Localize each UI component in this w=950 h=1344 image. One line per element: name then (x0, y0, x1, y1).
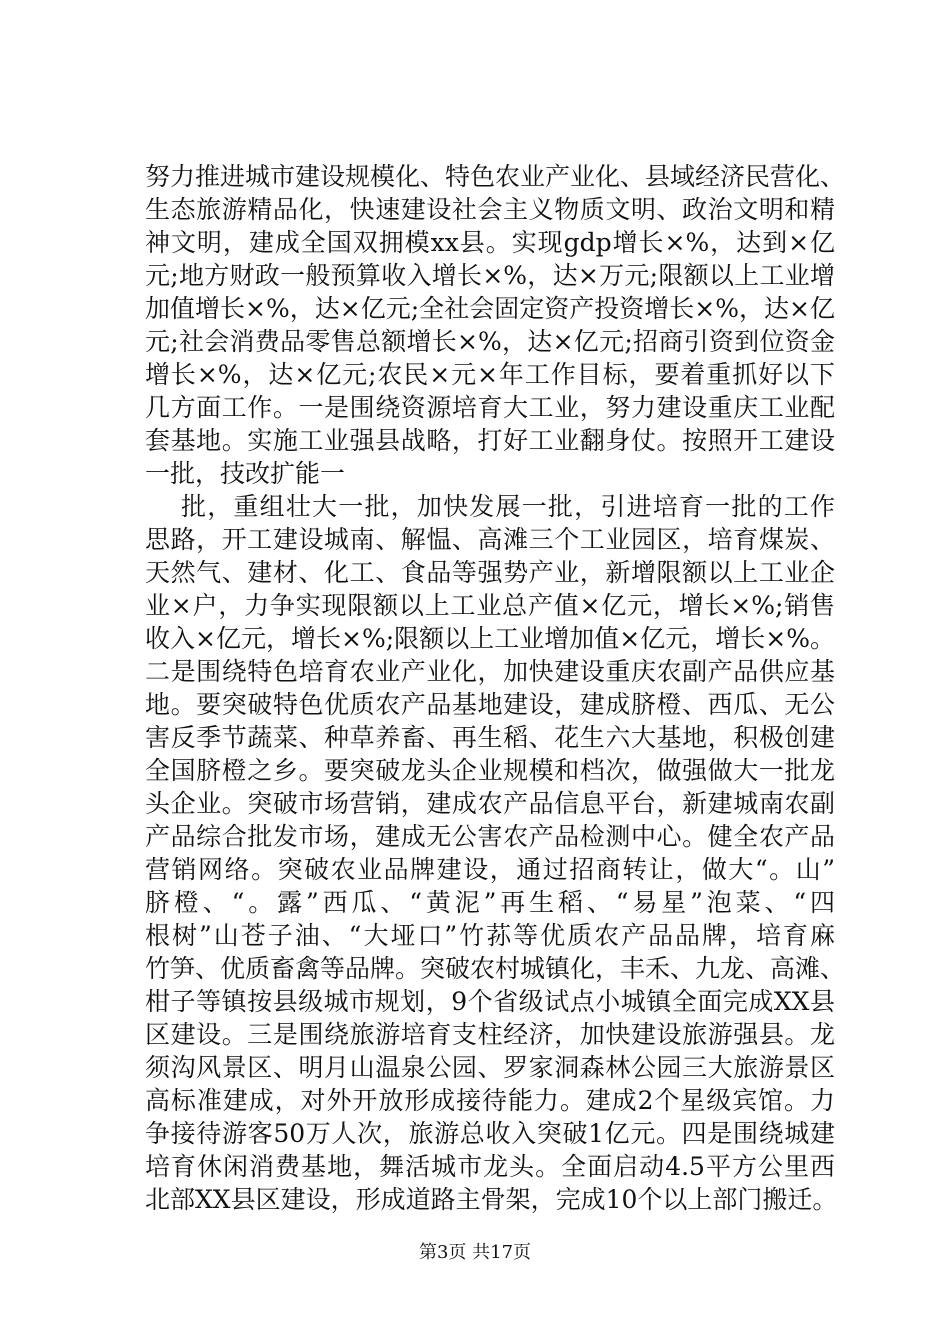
text-line: 区建设。三是围绕旅游培育支柱经济，加快建设旅游强县。龙 (145, 1020, 835, 1049)
text-line: 头企业。突破市场营销，建成农产品信息平台，新建城南农副 (145, 789, 835, 818)
text-line: 收入×亿元，增长×%;限额以上工业增加值×亿元，增长×%。 (145, 624, 835, 653)
text-line: 脐橙、“。露”西瓜、“黄泥”再生稻、“易星”泡菜、“四 (145, 888, 835, 917)
text-line: 努力推进城市建设规模化、特色农业产业化、县域经济民营化、 (145, 162, 846, 191)
text-line: 须沟风景区、明月山温泉公园、罗家洞森林公园三大旅游景区 (145, 1053, 835, 1082)
text-line: 神文明，建成全国双拥模xx县。实现gdp增长×%，达到×亿 (145, 228, 835, 257)
text-line: 高标准建成，对外开放形成接待能力。建成2个星级宾馆。力 (145, 1086, 835, 1115)
text-line: 加值增长×%，达×亿元;全社会固定资产投资增长×%，达×亿 (145, 294, 835, 323)
text-line: 天然气、建材、化工、食品等强势产业，新增限额以上工业企 (145, 558, 835, 587)
text-line: 培育休闲消费基地，舞活城市龙头。全面启动4.5平方公里西 (145, 1152, 835, 1181)
text-line: 柑子等镇按县级城市规划，9个省级试点小城镇全面完成XX县 (145, 987, 835, 1016)
text-line: 增长×%，达×亿元;农民×元×年工作目标，要着重抓好以下 (145, 360, 835, 389)
text-line: 生态旅游精品化，快速建设社会主义物质文明、政治文明和精 (145, 195, 835, 224)
page-footer: 第3页 共17页 (418, 1242, 532, 1263)
paragraph (145, 160, 846, 490)
text-line: 思路，开工建设城南、解愠、高滩三个工业园区，培育煤炭、 (145, 525, 835, 554)
text-line: 业×户，力争实现限额以上工业总产值×亿元，增长×%;销售 (145, 591, 835, 620)
text-line: 北部XX县区建设，形成道路主骨架，完成10个以上部门搬迁。 (145, 1185, 838, 1214)
text-line: 争接待游客50万人次，旅游总收入突破1亿元。四是围绕城建 (145, 1119, 835, 1148)
text-line: 一批，技改扩能一 (145, 459, 346, 488)
text-line: 地。要突破特色优质农产品基地建设，建成脐橙、西瓜、无公 (145, 690, 835, 719)
document-body (145, 160, 846, 1216)
text-line: 二是围绕特色培育农业产业化，加快建设重庆农副产品供应基 (145, 657, 835, 686)
text-line: 产品综合批发市场，建成无公害农产品检测中心。健全农产品 (145, 822, 835, 851)
text-line: 元;地方财政一般预算收入增长×%，达×万元;限额以上工业增 (145, 261, 835, 290)
text-line: 套基地。实施工业强县战略，打好工业翻身仗。按照开工建设 (145, 426, 835, 455)
text-line: 营销网络。突破农业品牌建设，通过招商转让，做大“。山” (145, 855, 835, 884)
text-line: 批，重组壮大一批，加快发展一批，引进培育一批的工作 (181, 492, 835, 521)
text-line: 全国脐橙之乡。要突破龙头企业规模和档次，做强做大一批龙 (145, 756, 835, 785)
text-line: 根树”山苍子油、“大垭口”竹荪等优质农产品品牌，培育麻 (145, 921, 835, 950)
text-line: 几方面工作。一是围绕资源培育大工业，努力建设重庆工业配 (145, 393, 835, 422)
text-line: 元;社会消费品零售总额增长×%，达×亿元;招商引资到位资金 (145, 327, 835, 356)
text-line: 竹笋、优质畜禽等品牌。突破农村城镇化，丰禾、九龙、高滩、 (145, 954, 846, 983)
paragraph (145, 490, 846, 1216)
text-line: 害反季节蔬菜、种草养畜、再生稻、花生六大基地，积极创建 (145, 723, 835, 752)
